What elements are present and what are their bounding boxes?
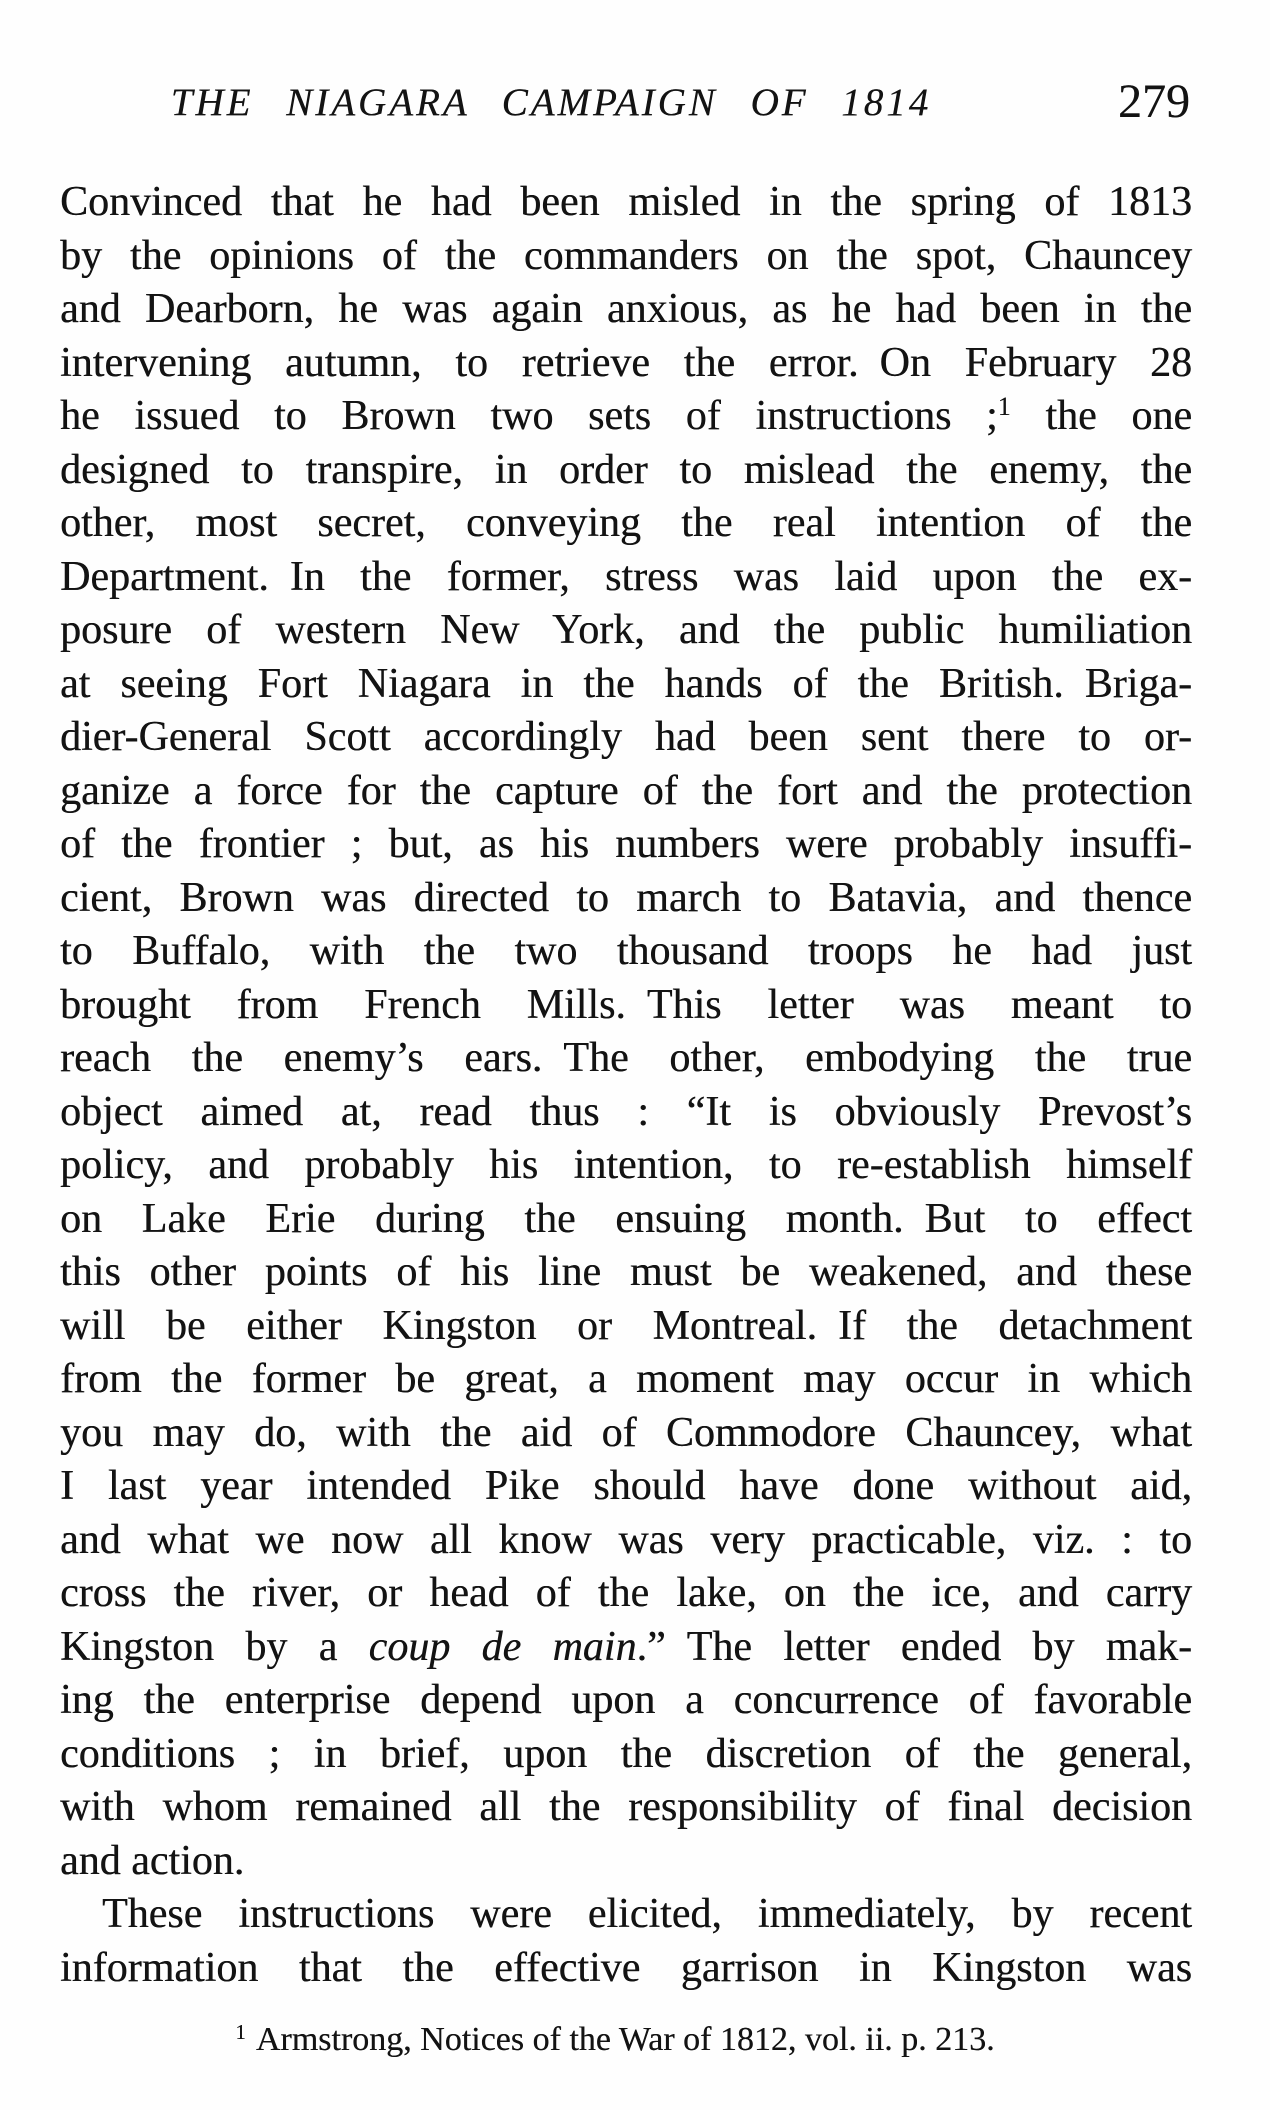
text-line: and Dearborn, he was again anxious, as he had been in the — [60, 286, 1192, 332]
text-line: by the opinions of the commanders on the spot, Chauncey — [60, 232, 1192, 279]
text-line — [60, 390, 1192, 444]
text-segment: .” The letter ended by mak- — [636, 1623, 1193, 1670]
footnote — [60, 2018, 1170, 2062]
text-line: on Lake Erie during the ensuing month. But to effect — [60, 1195, 1192, 1242]
text-line: posure of western New York, and the public humiliation — [60, 607, 1192, 653]
text-line: cross the river, or head of the lake, on the ice, and carry — [60, 1570, 1192, 1616]
text-line: and action. — [60, 1837, 245, 1884]
text-line: this other points of his line must be weakened, and these — [60, 1249, 1192, 1295]
text-line: with whom remained all the responsibility of final decision — [60, 1784, 1192, 1830]
text-line: designed to transpire, in order to mislead the enemy, the — [60, 446, 1192, 493]
text-line: These instructions were elicited, immediately, by recent — [102, 1891, 1192, 1937]
text-segment: he issued to Brown two sets of instructions ; — [60, 393, 998, 439]
text-line: conditions ; in brief, upon the discretion of the general, — [60, 1730, 1192, 1777]
text-line: Convinced that he had been misled in the spring of 1813 — [60, 179, 1192, 225]
text-line: dier-General Scott accordingly had been sent there to or- — [60, 714, 1192, 760]
text-line: from the former be great, a moment may occur in which — [60, 1356, 1192, 1402]
page-number: 279 — [1118, 75, 1190, 128]
text-line: and what we now all know was very practicable, viz. : to — [60, 1516, 1192, 1563]
text-line: policy, and probably his intention, to re-establish himself — [60, 1142, 1192, 1188]
running-title: THE NIAGARA CAMPAIGN OF 1814 — [170, 81, 932, 124]
text-line — [60, 1621, 1192, 1675]
footnote-marker: 1 — [235, 2020, 246, 2044]
text-line: reach the enemy’s ears. The other, embodying the true — [60, 1035, 1192, 1081]
text-line: I last year intended Pike should have done without aid, — [60, 1463, 1192, 1509]
text-segment: Kingston by a — [60, 1623, 369, 1670]
text-line: brought from French Mills. This letter was meant to — [60, 981, 1192, 1028]
text-line: intervening autumn, to retrieve the error. On February 28 — [60, 339, 1192, 386]
text-line: information that the effective garrison in Kingston was — [60, 1944, 1192, 1991]
text-line: ganize a force for the capture of the fort and the protection — [60, 767, 1192, 814]
text-line: will be either Kingston or Montreal. If the detachment — [60, 1302, 1192, 1349]
page-header — [60, 74, 1192, 130]
text-line: to Buffalo, with the two thousand troops he had just — [60, 928, 1192, 974]
text-line: ing the enterprise depend upon a concurrence of favorable — [60, 1677, 1192, 1723]
text-line: you may do, with the aid of Commodore Chauncey, what — [60, 1409, 1192, 1456]
text-line: Department. In the former, stress was laid upon the ex- — [60, 553, 1192, 600]
text-line: object aimed at, read thus : “It is obviously Prevost’s — [60, 1088, 1192, 1135]
footnote-text: Armstrong, Notices of the War of 1812, vol. ii. p. 213. — [255, 2021, 995, 2058]
text-segment: the one — [1010, 393, 1193, 439]
text-line: at seeing Fort Niagara in the hands of the British. Briga- — [60, 660, 1192, 707]
text-line: of the frontier ; but, as his numbers were probably insuffi- — [60, 821, 1192, 867]
footnote-ref: 1 — [997, 392, 1011, 421]
text-line: other, most secret, conveying the real intention of the — [60, 500, 1192, 546]
text-line: cient, Brown was directed to march to Batavia, and thence — [60, 874, 1192, 921]
page-body — [60, 176, 1192, 1995]
italic-phrase: coup de main — [368, 1623, 637, 1670]
